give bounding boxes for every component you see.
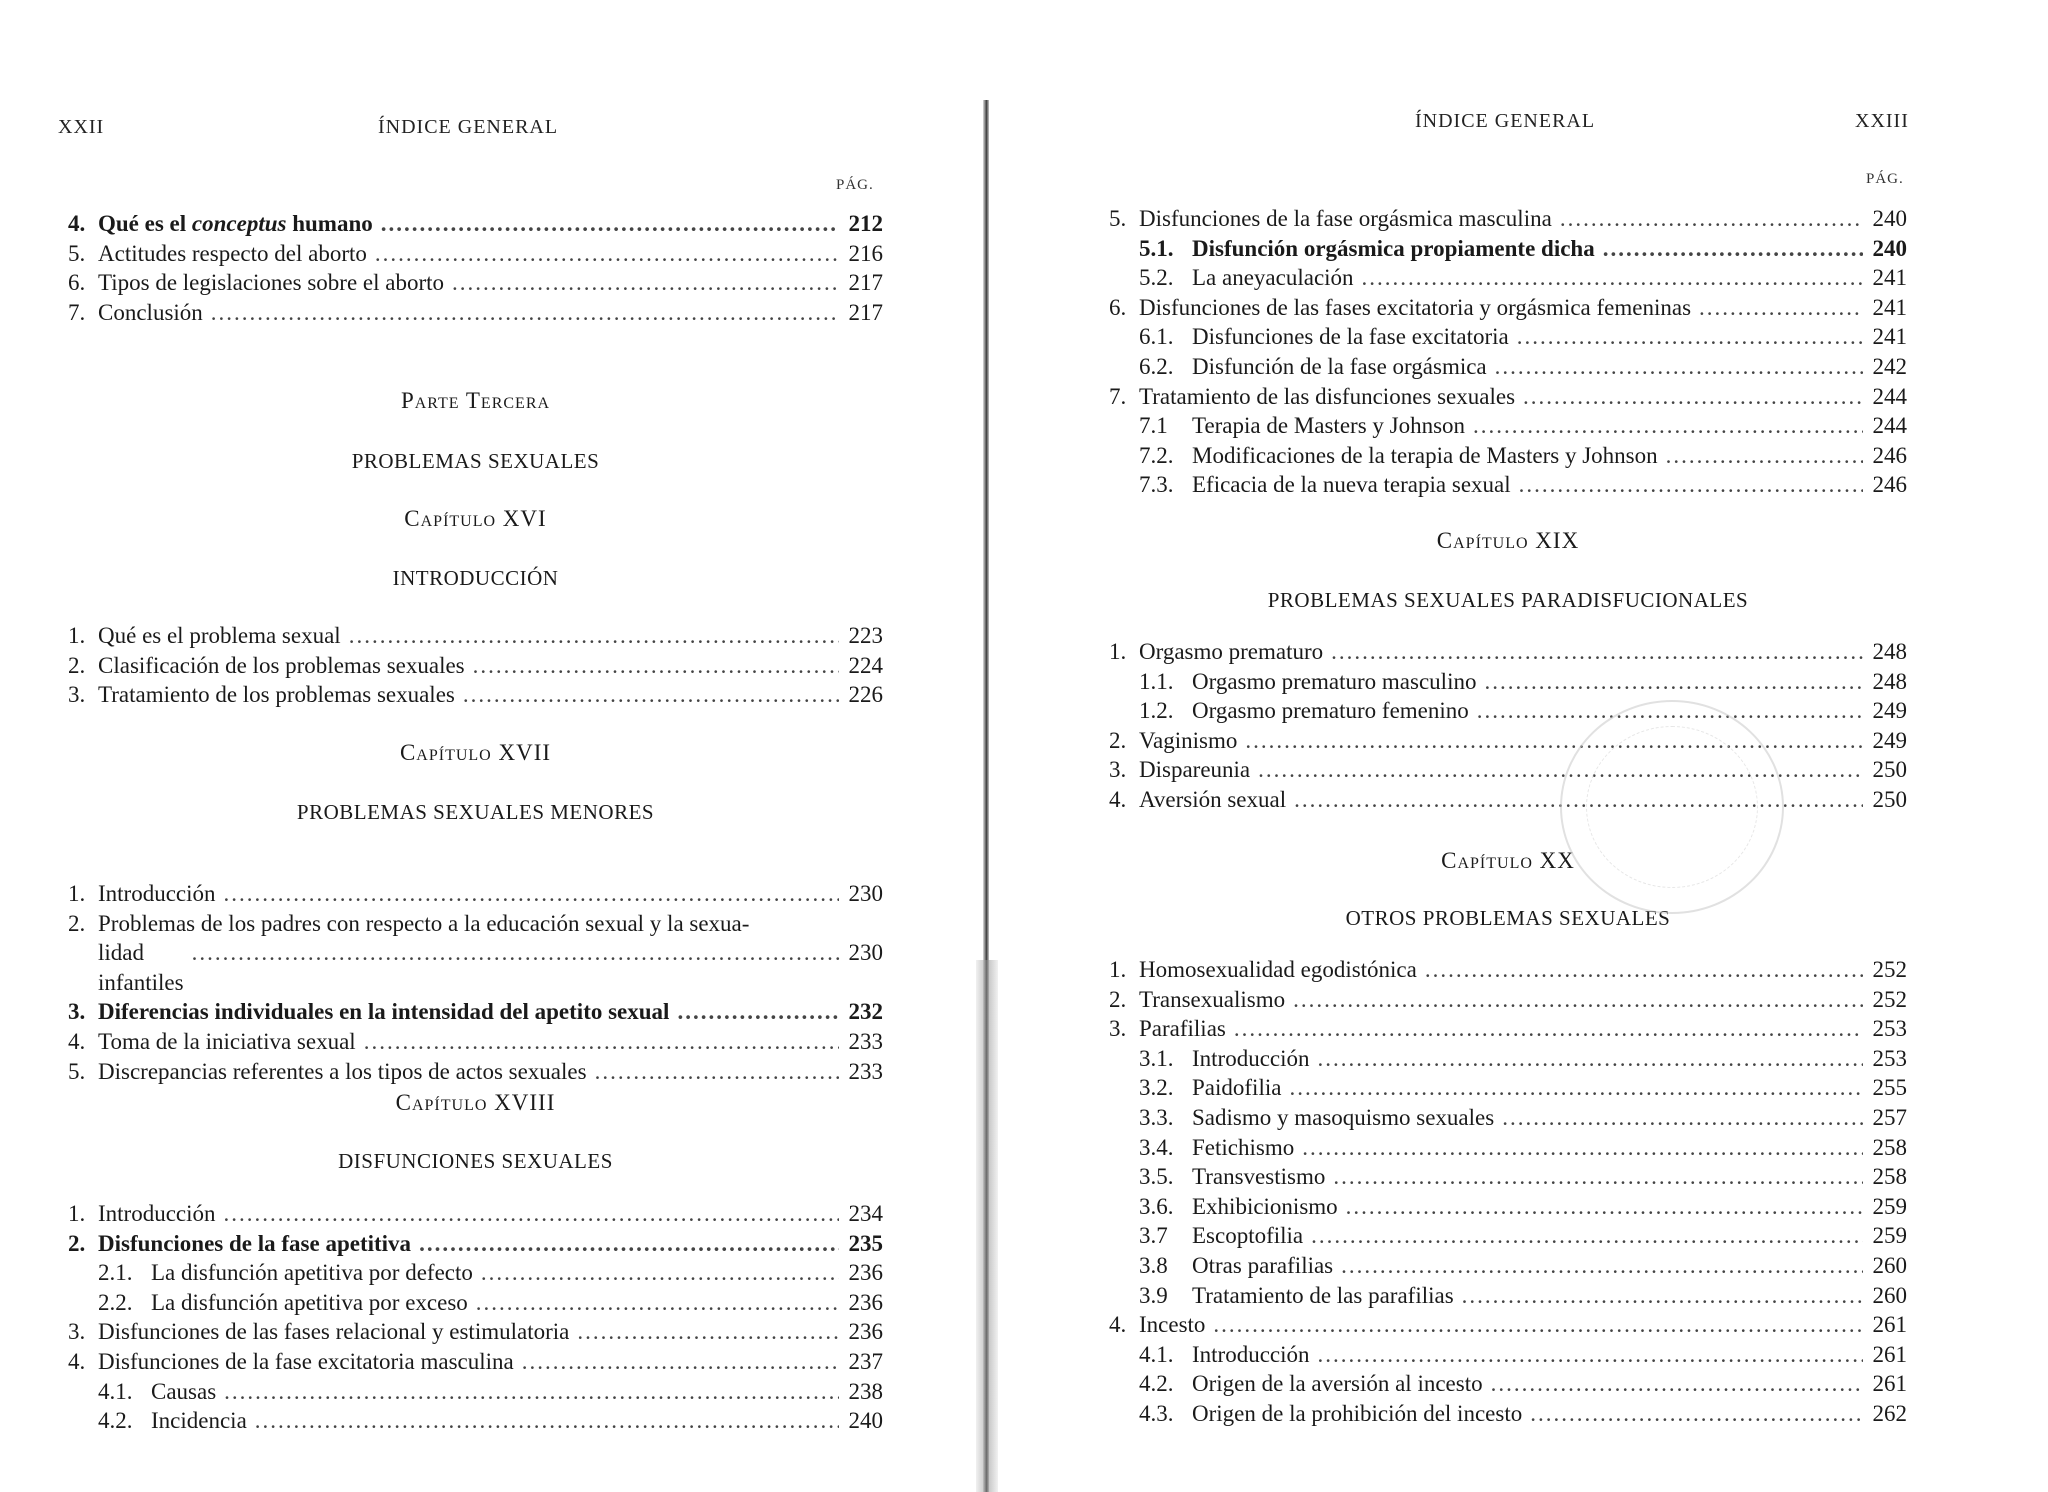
entry-page: 236	[848, 1260, 883, 1286]
entry-title: Terapia de Masters y Johnson	[1192, 413, 1466, 439]
chapter-title: PROBLEMAS SEXUALES PARADISFUCIONALES	[1267, 588, 1749, 612]
entry-number: 1.2.	[1139, 698, 1174, 724]
entry-title: Qué es el problema sexual	[98, 623, 341, 648]
entry-page: 258	[1872, 1134, 1907, 1160]
entry-number: 3.7	[1139, 1223, 1168, 1249]
entry-page: 248	[1872, 668, 1907, 694]
dot-leader	[1362, 263, 1863, 293]
entry-number: 4.2.	[98, 1408, 133, 1434]
dot-leader	[1502, 1103, 1863, 1133]
entry-title: Sadismo y masoquismo sexuales	[1192, 1104, 1495, 1130]
entry-page: 232	[848, 999, 883, 1025]
entry-number: 2.	[1109, 727, 1127, 753]
entry-page: 255	[1872, 1075, 1907, 1101]
entry-page: 259	[1872, 1193, 1907, 1219]
toc-entry	[1109, 637, 1907, 667]
entry-number: 3.9	[1139, 1282, 1168, 1308]
toc-subentry	[1109, 667, 1907, 697]
dot-leader	[1341, 1251, 1863, 1281]
entry-number: 6.	[68, 270, 86, 296]
entry-title: Toma de la iniciativa sexual	[98, 1028, 356, 1054]
page-number: XXIII	[1855, 110, 1909, 132]
entry-page: 242	[1872, 353, 1907, 379]
dot-leader	[595, 1057, 839, 1087]
entry-title: Transvestismo	[1192, 1164, 1326, 1190]
entry-number: 1.1.	[1139, 668, 1174, 694]
entry-title: Disfunciones de las fases excitatoria y orgásmica femeninas	[1139, 294, 1692, 320]
toc-entry	[1109, 382, 1907, 412]
toc-entry	[68, 680, 883, 710]
entry-title: Exhibicionismo	[1192, 1193, 1338, 1219]
entry-title: Disfunciones de la fase apetitiva	[98, 1230, 412, 1256]
entry-page: 253	[1872, 1016, 1907, 1042]
dot-leader	[419, 1229, 839, 1259]
entry-number: 3.	[68, 1319, 86, 1345]
entry-page: 241	[1872, 294, 1907, 320]
entry-title: Disfunción de la fase orgásmica	[1192, 353, 1487, 379]
toc-subentry	[1109, 441, 1907, 471]
entry-title: Tratamiento de los problemas sexuales	[98, 682, 455, 708]
pag-label: PÁG.	[836, 177, 874, 193]
entry-number: 5.	[68, 240, 86, 266]
entry-line	[68, 909, 883, 939]
toc-subentry	[1109, 1103, 1907, 1133]
part-heading: Parte Tercera	[400, 388, 551, 413]
dot-leader	[1523, 382, 1863, 412]
chapter-title: DISFUNCIONES SEXUALES	[338, 1149, 613, 1173]
chapter-title: INTRODUCCIÓN	[392, 566, 559, 590]
entry-title-continuation: lidad infantiles	[98, 940, 184, 995]
entry-number: 4.	[1109, 786, 1127, 812]
chapter-title: PROBLEMAS SEXUALES MENORES	[296, 800, 655, 824]
toc-list-chapter18	[68, 1199, 883, 1436]
entry-title: Introducción	[98, 881, 216, 906]
entry-title: Modificaciones de la terapia de Masters y Johnson	[1192, 442, 1658, 468]
entry-number: 7.3.	[1139, 472, 1174, 498]
entry-page: 241	[1872, 324, 1907, 350]
toc-list-chapter17	[68, 879, 883, 1086]
entry-title: Escoptofilia	[1192, 1223, 1304, 1249]
entry-number: 4.1.	[98, 1378, 133, 1404]
entry-page: 262	[1872, 1400, 1907, 1426]
dot-leader	[1560, 204, 1863, 234]
entry-title: Parafilias	[1139, 1016, 1226, 1042]
entry-title: Disfunciones de las fases relacional y estimulatoria	[98, 1319, 570, 1345]
toc-entry	[1109, 985, 1907, 1015]
entry-number: 1.	[68, 881, 86, 906]
entry-number: 1.	[1109, 639, 1127, 664]
entry-number: 3.3.	[1139, 1104, 1174, 1130]
entry-number: 2.	[1109, 986, 1127, 1012]
entry-page: 224	[848, 652, 883, 678]
entry-number: 1.	[68, 623, 86, 648]
entry-number: 3.1.	[1139, 1045, 1174, 1071]
entry-page: 234	[848, 1201, 883, 1226]
entry-page: 253	[1872, 1045, 1907, 1071]
entry-page: 241	[1872, 265, 1907, 291]
dot-leader	[1495, 352, 1863, 382]
entry-page: 249	[1872, 727, 1907, 753]
right-page	[985, 0, 2048, 1492]
entry-title: Disfunciones de la fase excitatoria masculina	[98, 1348, 514, 1374]
toc-entry	[1109, 955, 1907, 985]
dot-leader	[211, 298, 839, 328]
entry-page: 217	[848, 270, 883, 296]
toc-list-chapter19	[1109, 637, 1907, 815]
entry-title: Fetichismo	[1192, 1134, 1295, 1160]
toc-subentry	[1109, 1399, 1907, 1429]
entry-number: 6.	[1109, 294, 1127, 320]
entry-number: 4.1.	[1139, 1341, 1174, 1367]
toc-entry	[68, 298, 883, 328]
dot-leader	[1519, 470, 1863, 500]
dot-leader	[452, 268, 839, 298]
entry-page: 244	[1872, 383, 1907, 409]
dot-leader	[224, 1377, 839, 1407]
toc-subentry	[1109, 411, 1907, 441]
entry-title: Orgasmo prematuro femenino	[1192, 698, 1469, 724]
dot-leader	[473, 651, 839, 681]
entry-page: 230	[848, 881, 883, 906]
entry-title: Actitudes respecto del aborto	[98, 240, 367, 266]
toc-subentry	[1109, 1251, 1907, 1281]
dot-leader	[1491, 1369, 1863, 1399]
entry-page: 235	[848, 1230, 883, 1256]
left-page	[0, 0, 985, 1492]
entry-page: 237	[848, 1348, 883, 1374]
dot-leader	[1699, 293, 1863, 323]
entry-title-emphasis: conceptus	[191, 211, 287, 236]
dot-leader	[1245, 726, 1863, 756]
entry-number: 7.	[1109, 383, 1127, 409]
entry-number: 4.	[68, 211, 86, 236]
toc-entry	[68, 651, 883, 681]
dot-leader	[255, 1406, 839, 1436]
entry-page: 240	[1872, 206, 1907, 231]
entry-title: Vaginismo	[1139, 727, 1238, 753]
dot-leader	[1346, 1192, 1863, 1222]
entry-title: Conclusión	[98, 299, 203, 325]
dot-leader	[375, 239, 839, 269]
pag-label: PÁG.	[1866, 171, 1904, 187]
entry-title: Tipos de legislaciones sobre el aborto	[98, 270, 445, 296]
entry-number: 3.6.	[1139, 1193, 1174, 1219]
toc-subentry	[68, 1377, 883, 1407]
entry-title: Tratamiento de las parafilias	[1192, 1282, 1454, 1308]
dot-leader	[1530, 1399, 1863, 1429]
entry-title: Diferencias individuales en la intensidad del apetito sexual	[98, 999, 670, 1025]
entry-number: 5.	[68, 1058, 86, 1084]
entry-number: 2.	[68, 652, 86, 678]
entry-number: 4.2.	[1139, 1371, 1174, 1397]
toc-subentry	[1109, 1192, 1907, 1222]
entry-title: Origen de la prohibición del incesto	[1192, 1400, 1523, 1426]
toc-entry	[68, 909, 883, 998]
entry-page: 258	[1872, 1164, 1907, 1190]
toc-entry	[1109, 726, 1907, 756]
entry-title: Discrepancias referentes a los tipos de actos sexuales	[98, 1058, 587, 1084]
entry-page: 250	[1872, 786, 1907, 812]
toc-entry	[1109, 204, 1907, 234]
entry-number: 5.2.	[1139, 265, 1174, 291]
toc-subentry	[1109, 1162, 1907, 1192]
dot-leader	[1666, 441, 1863, 471]
entry-title: Dispareunia	[1139, 757, 1251, 783]
toc-entry	[68, 1057, 883, 1087]
entry-page: 212	[848, 211, 883, 236]
entry-page: 259	[1872, 1223, 1907, 1249]
entry-page: 260	[1872, 1252, 1907, 1278]
entry-page: 223	[848, 623, 883, 648]
toc-subentry	[68, 1406, 883, 1436]
toc-entry	[1109, 1310, 1907, 1340]
entry-number: 5.1.	[1139, 235, 1174, 261]
entry-number: 3.	[1109, 757, 1127, 783]
dot-leader	[476, 1288, 839, 1318]
chapter-label: Capítulo XX	[1441, 848, 1575, 873]
toc-list-top	[68, 209, 883, 327]
dot-leader	[1293, 985, 1863, 1015]
page-number: XXII	[58, 116, 105, 138]
toc-entry	[68, 1199, 883, 1229]
toc-subentry	[1109, 322, 1907, 352]
library-stamp	[1560, 700, 1784, 914]
toc-entry	[68, 1229, 883, 1259]
entry-title: Disfunciones de la fase excitatoria	[1192, 324, 1509, 350]
toc-entry	[68, 1317, 883, 1347]
entry-number: 3.	[68, 682, 86, 708]
entry-number: 4.	[68, 1028, 86, 1054]
entry-number: 7.	[68, 299, 86, 325]
dot-leader	[1462, 1281, 1863, 1311]
dot-leader	[1289, 1073, 1863, 1103]
toc-entry	[68, 268, 883, 298]
running-title: ÍNDICE GENERAL	[1415, 110, 1596, 132]
toc-list-chapter16	[68, 621, 883, 710]
toc-subentry	[68, 1258, 883, 1288]
entry-number: 7.1	[1139, 413, 1168, 439]
library-stamp-ring	[1586, 726, 1758, 888]
entry-title: Orgasmo prematuro	[1139, 639, 1324, 664]
toc-entry	[68, 879, 883, 909]
toc-entry	[1109, 755, 1907, 785]
dot-leader	[522, 1347, 839, 1377]
dot-leader	[677, 997, 839, 1027]
entry-title: Clasificación de los problemas sexuales	[98, 652, 465, 678]
entry-number: 3.2.	[1139, 1075, 1174, 1101]
entry-number: 3.8	[1139, 1252, 1168, 1278]
entry-title: La disfunción apetitiva por exceso	[151, 1289, 468, 1315]
dot-leader	[224, 879, 839, 909]
entry-number: 4.	[1109, 1312, 1127, 1338]
toc-entry	[68, 621, 883, 651]
entry-page: 230	[848, 940, 883, 966]
dot-leader	[1517, 322, 1863, 352]
entry-title: Homosexualidad egodistónica	[1139, 957, 1417, 982]
toc-subentry	[1109, 1221, 1907, 1251]
dot-leader	[481, 1258, 839, 1288]
toc-subentry	[1109, 1369, 1907, 1399]
entry-title-part: humano	[286, 211, 373, 236]
toc-list-top	[1109, 204, 1907, 500]
dot-leader	[1333, 1162, 1863, 1192]
toc-subentry	[1109, 1044, 1907, 1074]
entry-number: 3.5.	[1139, 1164, 1174, 1190]
chapter-title: OTROS PROBLEMAS SEXUALES	[1345, 906, 1671, 930]
toc-subentry	[1109, 1281, 1907, 1311]
dot-leader	[364, 1027, 839, 1057]
entry-page: 252	[1872, 957, 1907, 982]
toc-entry	[1109, 1014, 1907, 1044]
entry-title: Incidencia	[151, 1408, 247, 1434]
entry-page: 261	[1872, 1312, 1907, 1338]
entry-number: 2.2.	[98, 1289, 133, 1315]
entry-page: 233	[848, 1028, 883, 1054]
entry-number: 4.	[68, 1348, 86, 1374]
chapter-label: Capítulo XIX	[1436, 528, 1580, 553]
dot-leader	[1331, 637, 1863, 667]
entry-page: 246	[1872, 442, 1907, 468]
entry-page: 261	[1872, 1371, 1907, 1397]
dot-leader	[381, 209, 839, 239]
entry-title-part: Qué es el	[98, 211, 192, 236]
toc-subentry	[1109, 1340, 1907, 1370]
entry-page: 233	[848, 1058, 883, 1084]
toc-entry	[1109, 293, 1907, 323]
toc-subentry	[1109, 696, 1907, 726]
entry-page: 238	[848, 1378, 883, 1404]
toc-subentry	[68, 1288, 883, 1318]
entry-page: 249	[1872, 698, 1907, 724]
entry-title: Eficacia de la nueva terapia sexual	[1192, 472, 1511, 498]
entry-page: 236	[848, 1319, 883, 1345]
entry-line	[68, 938, 883, 997]
toc-subentry	[1109, 1073, 1907, 1103]
entry-title: Disfunción orgásmica propiamente dicha	[1192, 235, 1595, 261]
dot-leader	[1473, 411, 1863, 441]
entry-number: 4.3.	[1139, 1400, 1174, 1426]
entry-number: 6.2.	[1139, 353, 1174, 379]
toc-subentry	[1109, 470, 1907, 500]
toc-list-chapter20	[1109, 955, 1907, 1429]
entry-number: 5.	[1109, 206, 1127, 231]
entry-page: 246	[1872, 472, 1907, 498]
entry-title: Aversión sexual	[1139, 786, 1287, 812]
entry-number: 3.4.	[1139, 1134, 1174, 1160]
entry-title: Disfunciones de la fase orgásmica masculina	[1139, 206, 1552, 231]
entry-number: 1.	[1109, 957, 1127, 982]
entry-title: Causas	[151, 1378, 217, 1404]
toc-entry	[68, 209, 883, 239]
entry-page: 236	[848, 1289, 883, 1315]
chapter-label: Capítulo XVI	[404, 506, 547, 531]
dot-leader	[1603, 234, 1863, 264]
dot-leader	[1425, 955, 1863, 985]
entry-title: La aneyaculación	[1192, 265, 1354, 291]
toc-subentry	[1109, 263, 1907, 293]
entry-page: 240	[1872, 235, 1907, 261]
running-title: ÍNDICE GENERAL	[378, 116, 559, 138]
entry-title: Introducción	[98, 1201, 216, 1226]
entry-page: 261	[1872, 1341, 1907, 1367]
dot-leader	[1234, 1014, 1863, 1044]
entry-page: 248	[1872, 639, 1907, 664]
dot-leader	[224, 1199, 839, 1229]
entry-title	[98, 209, 373, 239]
entry-page: 250	[1872, 757, 1907, 783]
toc-subentry	[1109, 352, 1907, 382]
dot-leader	[192, 938, 841, 968]
dot-leader	[1302, 1133, 1863, 1163]
entry-number: 1.	[68, 1201, 86, 1226]
entry-title: Paidofilia	[1192, 1075, 1282, 1101]
dot-leader	[1318, 1340, 1863, 1370]
entry-title: Transexualismo	[1139, 986, 1286, 1012]
entry-number: 3.	[1109, 1016, 1127, 1042]
entry-title: La disfunción apetitiva por defecto	[151, 1260, 473, 1286]
part-title: PROBLEMAS SEXUALES	[351, 449, 600, 473]
toc-entry	[68, 1027, 883, 1057]
toc-entry	[68, 1347, 883, 1377]
dot-leader	[1318, 1044, 1863, 1074]
entry-number: 2.	[68, 910, 86, 936]
entry-title: Problemas de los padres con respecto a la educación sexual y la sexua-	[98, 910, 750, 936]
entry-title: Origen de la aversión al incesto	[1192, 1371, 1483, 1397]
entry-number: 2.1.	[98, 1260, 133, 1286]
entry-number: 6.1.	[1139, 324, 1174, 350]
toc-entry	[1109, 785, 1907, 815]
entry-title: Incesto	[1139, 1312, 1206, 1338]
dot-leader	[1213, 1310, 1863, 1340]
entry-title: Otras parafilias	[1192, 1252, 1334, 1278]
entry-number: 2.	[68, 1230, 86, 1256]
entry-page: 240	[848, 1408, 883, 1434]
entry-title: Introducción	[1192, 1341, 1310, 1367]
entry-title: Introducción	[1192, 1045, 1310, 1071]
entry-page: 244	[1872, 413, 1907, 439]
toc-subentry	[1109, 234, 1907, 264]
entry-title: Orgasmo prematuro masculino	[1192, 668, 1477, 694]
entry-number: 7.2.	[1139, 442, 1174, 468]
entry-page: 252	[1872, 986, 1907, 1012]
entry-title: Tratamiento de las disfunciones sexuales	[1139, 383, 1516, 409]
dot-leader	[577, 1317, 839, 1347]
entry-page: 216	[848, 240, 883, 266]
dot-leader	[1311, 1221, 1863, 1251]
entry-page: 217	[848, 299, 883, 325]
toc-entry	[68, 239, 883, 269]
dot-leader	[463, 680, 839, 710]
chapter-label: Capítulo XVIII	[395, 1090, 556, 1115]
toc-entry	[68, 997, 883, 1027]
chapter-label: Capítulo XVII	[399, 740, 552, 765]
entry-page: 226	[848, 682, 883, 708]
entry-page: 260	[1872, 1282, 1907, 1308]
toc-subentry	[1109, 1133, 1907, 1163]
dot-leader	[349, 621, 839, 651]
entry-page: 257	[1872, 1104, 1907, 1130]
dot-leader	[1484, 667, 1863, 697]
entry-number: 3.	[68, 999, 86, 1025]
